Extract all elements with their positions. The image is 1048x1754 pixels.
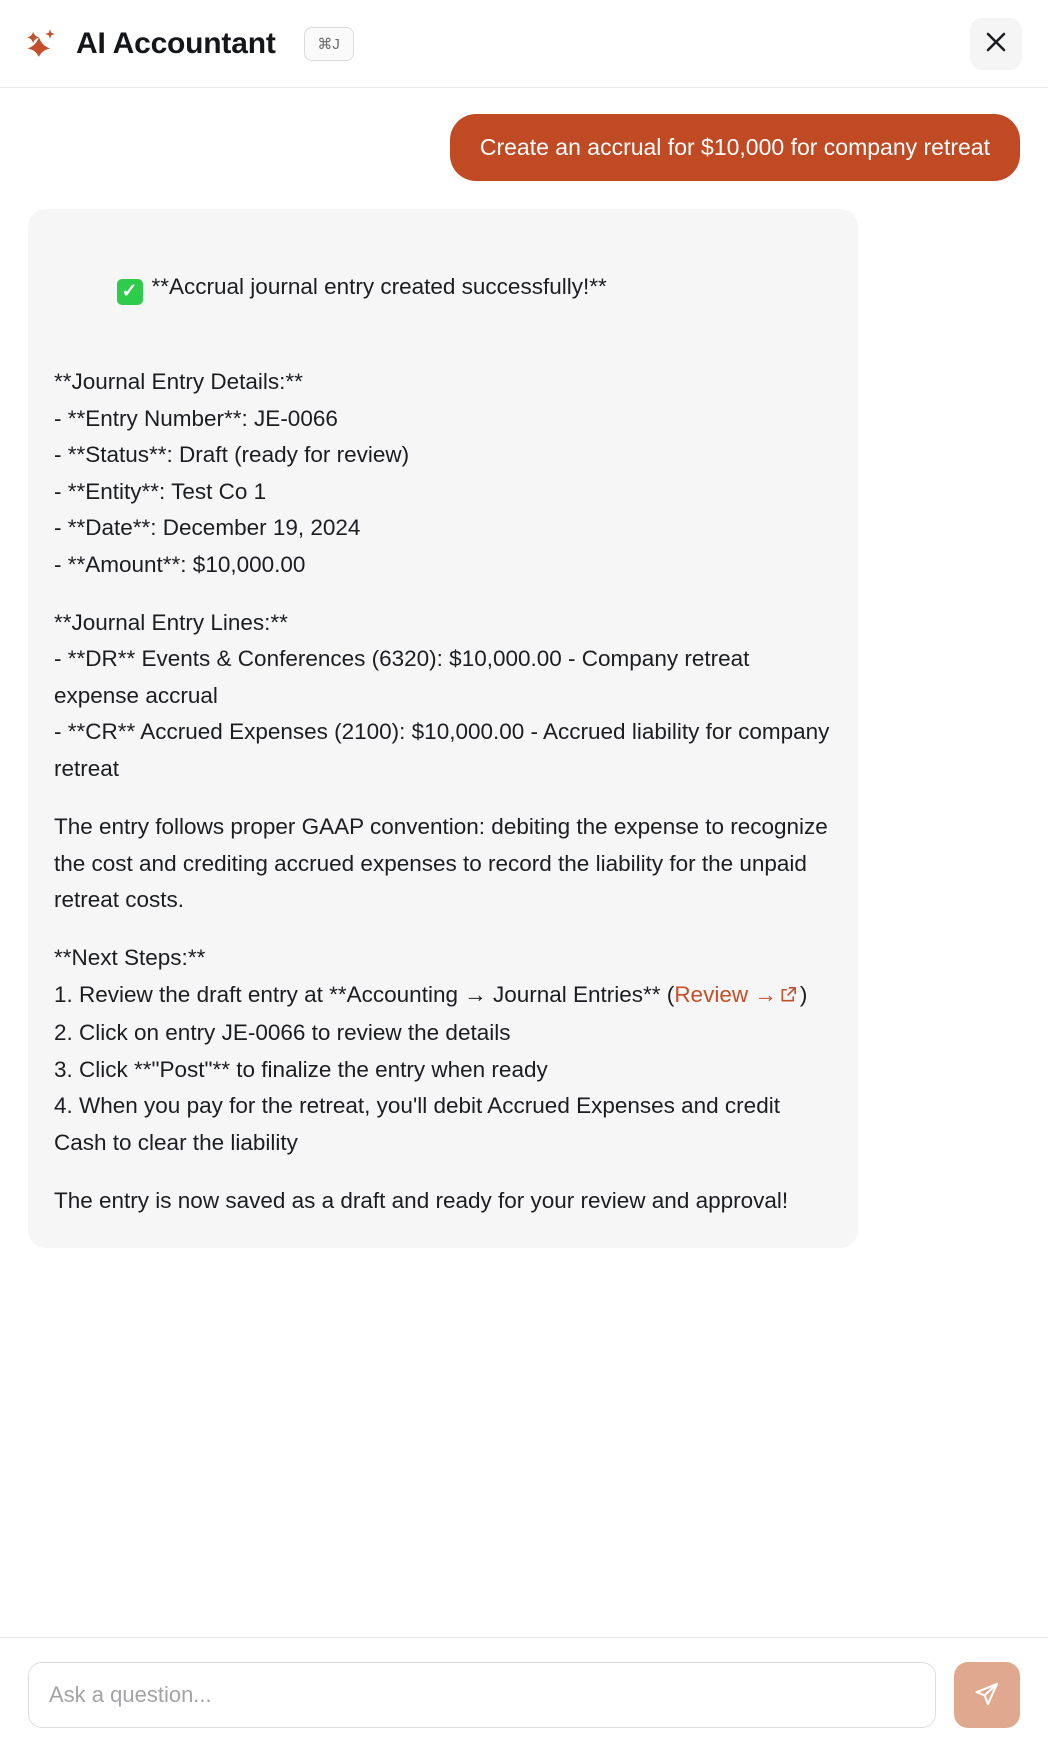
sparkle-icon xyxy=(22,24,62,64)
assistant-line-gaap-note: The entry follows proper GAAP convention: debiting the expense to recognize the cost and crediting accrued expenses to record the liability for the unpaid retreat costs. xyxy=(54,814,835,913)
step-1-prefix: 1. Review the draft entry at **Accounting → Journal Entries** ( xyxy=(54,981,675,1007)
assistant-line-entity: - **Entity**: Test Co 1 xyxy=(54,478,267,504)
assistant-spacer xyxy=(54,1161,832,1183)
external-link-icon[interactable] xyxy=(779,979,798,1015)
review-link[interactable]: Review → xyxy=(674,981,777,1007)
brand xyxy=(22,24,354,64)
check-badge-icon: ✓ xyxy=(117,279,143,305)
user-message-row xyxy=(28,114,1020,181)
assistant-line-step-1 xyxy=(54,977,832,1015)
assistant-status-text: **Accrual journal entry created successfully!** xyxy=(151,274,607,300)
assistant-status-line xyxy=(54,233,832,342)
assistant-line-amount: - **Amount**: $10,000.00 xyxy=(54,551,306,577)
assistant-line-entry-number: - **Entry Number**: JE-0066 xyxy=(54,405,338,431)
panel-header xyxy=(0,0,1048,88)
assistant-line-lines-header: **Journal Entry Lines:** xyxy=(54,609,288,635)
assistant-line-step-4: 4. When you pay for the retreat, you'll debit Accrued Expenses and credit Cash to clear the liability xyxy=(54,1093,787,1155)
assistant-message-bubble xyxy=(28,209,858,1248)
close-button[interactable] xyxy=(970,18,1022,70)
assistant-line-debit: - **DR** Events & Conferences (6320): $10,000.00 - Company retreat expense accrual xyxy=(54,646,756,708)
assistant-spacer xyxy=(54,583,832,605)
step-1-suffix: ) xyxy=(799,981,808,1007)
assistant-spacer xyxy=(54,342,832,364)
assistant-line-next-steps-header: **Next Steps:** xyxy=(54,945,206,971)
assistant-spacer xyxy=(54,787,832,809)
assistant-line-credit: - **CR** Accrued Expenses (2100): $10,000.00 - Accrued liability for company retreat xyxy=(54,719,836,781)
assistant-spacer xyxy=(54,918,832,940)
user-message-bubble: Create an accrual for $10,000 for company retreat xyxy=(450,114,1020,181)
send-paper-plane-icon xyxy=(972,1679,1002,1712)
close-icon xyxy=(982,28,1010,59)
send-button[interactable] xyxy=(954,1662,1020,1728)
assistant-line-date: - **Date**: December 19, 2024 xyxy=(54,515,361,541)
assistant-line-details-header: **Journal Entry Details:** xyxy=(54,369,303,395)
assistant-line-step-2: 2. Click on entry JE-0066 to review the details xyxy=(54,1020,511,1046)
composer-bar xyxy=(0,1637,1048,1754)
keyboard-shortcut-badge: ⌘J xyxy=(304,27,354,61)
assistant-line-status: - **Status**: Draft (ready for review) xyxy=(54,442,410,468)
conversation-area xyxy=(0,88,1048,1637)
assistant-line-closing: The entry is now saved as a draft and ready for your review and approval! xyxy=(54,1188,789,1214)
assistant-message-row xyxy=(28,209,1020,1248)
question-input[interactable] xyxy=(28,1662,936,1728)
assistant-line-step-3: 3. Click **"Post"** to finalize the entry when ready xyxy=(54,1056,548,1082)
page-title: AI Accountant xyxy=(76,26,276,60)
